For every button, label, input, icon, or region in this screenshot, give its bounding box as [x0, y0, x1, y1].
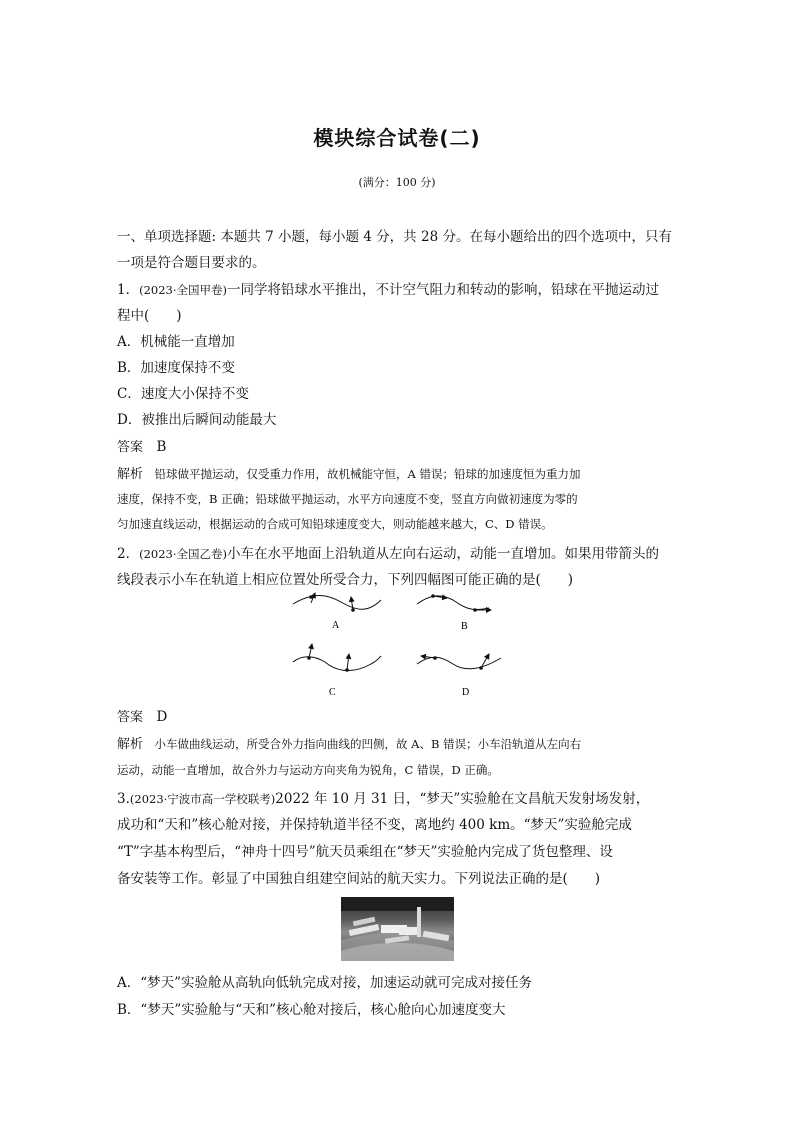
q1-analysis-text1: 铅球做平抛运动，仅受重力作用，故机械能守恒，A 错误；铅球的加速度恒为重力加 — [154, 467, 581, 481]
q2-stem-line2: 线段表示小车在轨道上相应位置处所受合力，下列四幅图可能正确的是( ) — [117, 572, 574, 588]
figure-c — [293, 644, 381, 698]
q3-option-a: A．“梦天”实验舱从高轨向低轨完成对接，加速运动就可完成对接任务 — [117, 975, 533, 991]
q2-answer-value: D — [156, 709, 168, 725]
q1-option-a: A．机械能一直增加 — [117, 334, 235, 350]
q1-answer-value: B — [156, 439, 167, 455]
q1-answer — [117, 438, 687, 457]
q2-stem-line1: 2．(2023·全国乙卷)小车在水平地面上沿轨道从左向右运动，动能一直增加。如果用带箭头的 — [117, 546, 659, 562]
q1-option-b: B．加速度保持不变 — [117, 360, 235, 376]
full-score-note: (满分：100 分) — [358, 176, 436, 189]
q1-stem-text: 一同学将铅球水平推出，不计空气阻力和转动的影响，铅球在平抛运动过 — [227, 282, 659, 298]
q1-analysis-line3: 匀加速直线运动，根据运动的合成可知铅球速度变大，则动能越来越大，C、D 错误。 — [117, 517, 553, 531]
figure-d — [417, 654, 501, 698]
q1-analysis-line1 — [117, 465, 687, 484]
q3-stem-line3: “T”字基本构型后，“神舟十四号”航天员乘组在“梦天”实验舱内完成了货包整理、设 — [117, 844, 613, 860]
space-station-photo — [341, 897, 454, 961]
figure-c-label: C — [329, 687, 336, 698]
q2-analysis-label: 解析 — [117, 737, 144, 752]
q3-stem-line1: 3.(2023·宁波市高一学校联考)2022 年 10 月 31 日，“梦天”实验舱在文昌航天发射场发射， — [117, 791, 650, 807]
q2-track-figures — [285, 588, 515, 703]
q1-analysis-label: 解析 — [117, 467, 144, 482]
q1-source: (2023·全国甲卷) — [139, 283, 227, 297]
figure-b — [417, 594, 491, 632]
q1-option-c: C．速度大小保持不变 — [117, 386, 249, 402]
q1-stem-line2: 程中( ) — [117, 308, 182, 324]
q3-stem-line4: 备安装等工作。彰显了中国独自组建空间站的航天实力。下列说法正确的是( ) — [117, 871, 601, 887]
q3-option-b: B．“梦天”实验舱与“天和”核心舱对接后，核心舱向心加速度变大 — [117, 1002, 506, 1018]
q2-answer — [117, 708, 687, 727]
q2-analysis-text1: 小车做曲线运动，所受合外力指向曲线的凹侧，故 A、B 错误；小车沿轨道从左向右 — [154, 737, 582, 751]
page-title: 模块综合试卷(二) — [313, 126, 481, 150]
q1-option-d: D．被推出后瞬间动能最大 — [117, 412, 277, 428]
q1-answer-label: 答案 — [117, 440, 144, 455]
q2-analysis-line1 — [117, 735, 687, 754]
figure-b-label: B — [461, 621, 468, 632]
q3-source: (2023·宁波市高一学校联考) — [129, 792, 276, 806]
figure-a — [293, 593, 381, 631]
q2-analysis-line2: 运动，动能一直增加，故合外力与运动方向夹角为锐角，C 错误，D 正确。 — [117, 763, 499, 777]
q1-stem-line1: 1．(2023·全国甲卷)一同学将铅球水平推出，不计空气阻力和转动的影响，铅球在平抛运动过 — [117, 282, 659, 298]
q3-stem-line2: 成功和“天和”核心舱对接，并保持轨道半径不变，离地约 400 km。“梦天”实验舱完成 — [117, 817, 632, 833]
q2-source: (2023·全国乙卷) — [139, 547, 227, 561]
section-heading-line2: 一项是符合题目要求的。 — [117, 255, 266, 271]
figure-a-label: A — [332, 620, 340, 631]
q3-stem-text: 2022 年 10 月 31 日，“梦天”实验舱在文昌航天发射场发射， — [275, 791, 650, 807]
q2-stem-text: 小车在水平地面上沿轨道从左向右运动，动能一直增加。如果用带箭头的 — [227, 546, 659, 562]
q1-analysis-line2: 速度，保持不变，B 正确；铅球做平抛运动，水平方向速度不变，竖直方向做初速度为零的 — [117, 492, 578, 506]
space-station-illustration — [341, 897, 454, 961]
q2-answer-label: 答案 — [117, 710, 144, 725]
section-heading-line1: 一、单项选择题: 本题共 7 小题，每小题 4 分，共 28 分。在每小题给出的四个选项中，只有 — [117, 229, 672, 245]
figure-d-label: D — [462, 687, 470, 698]
